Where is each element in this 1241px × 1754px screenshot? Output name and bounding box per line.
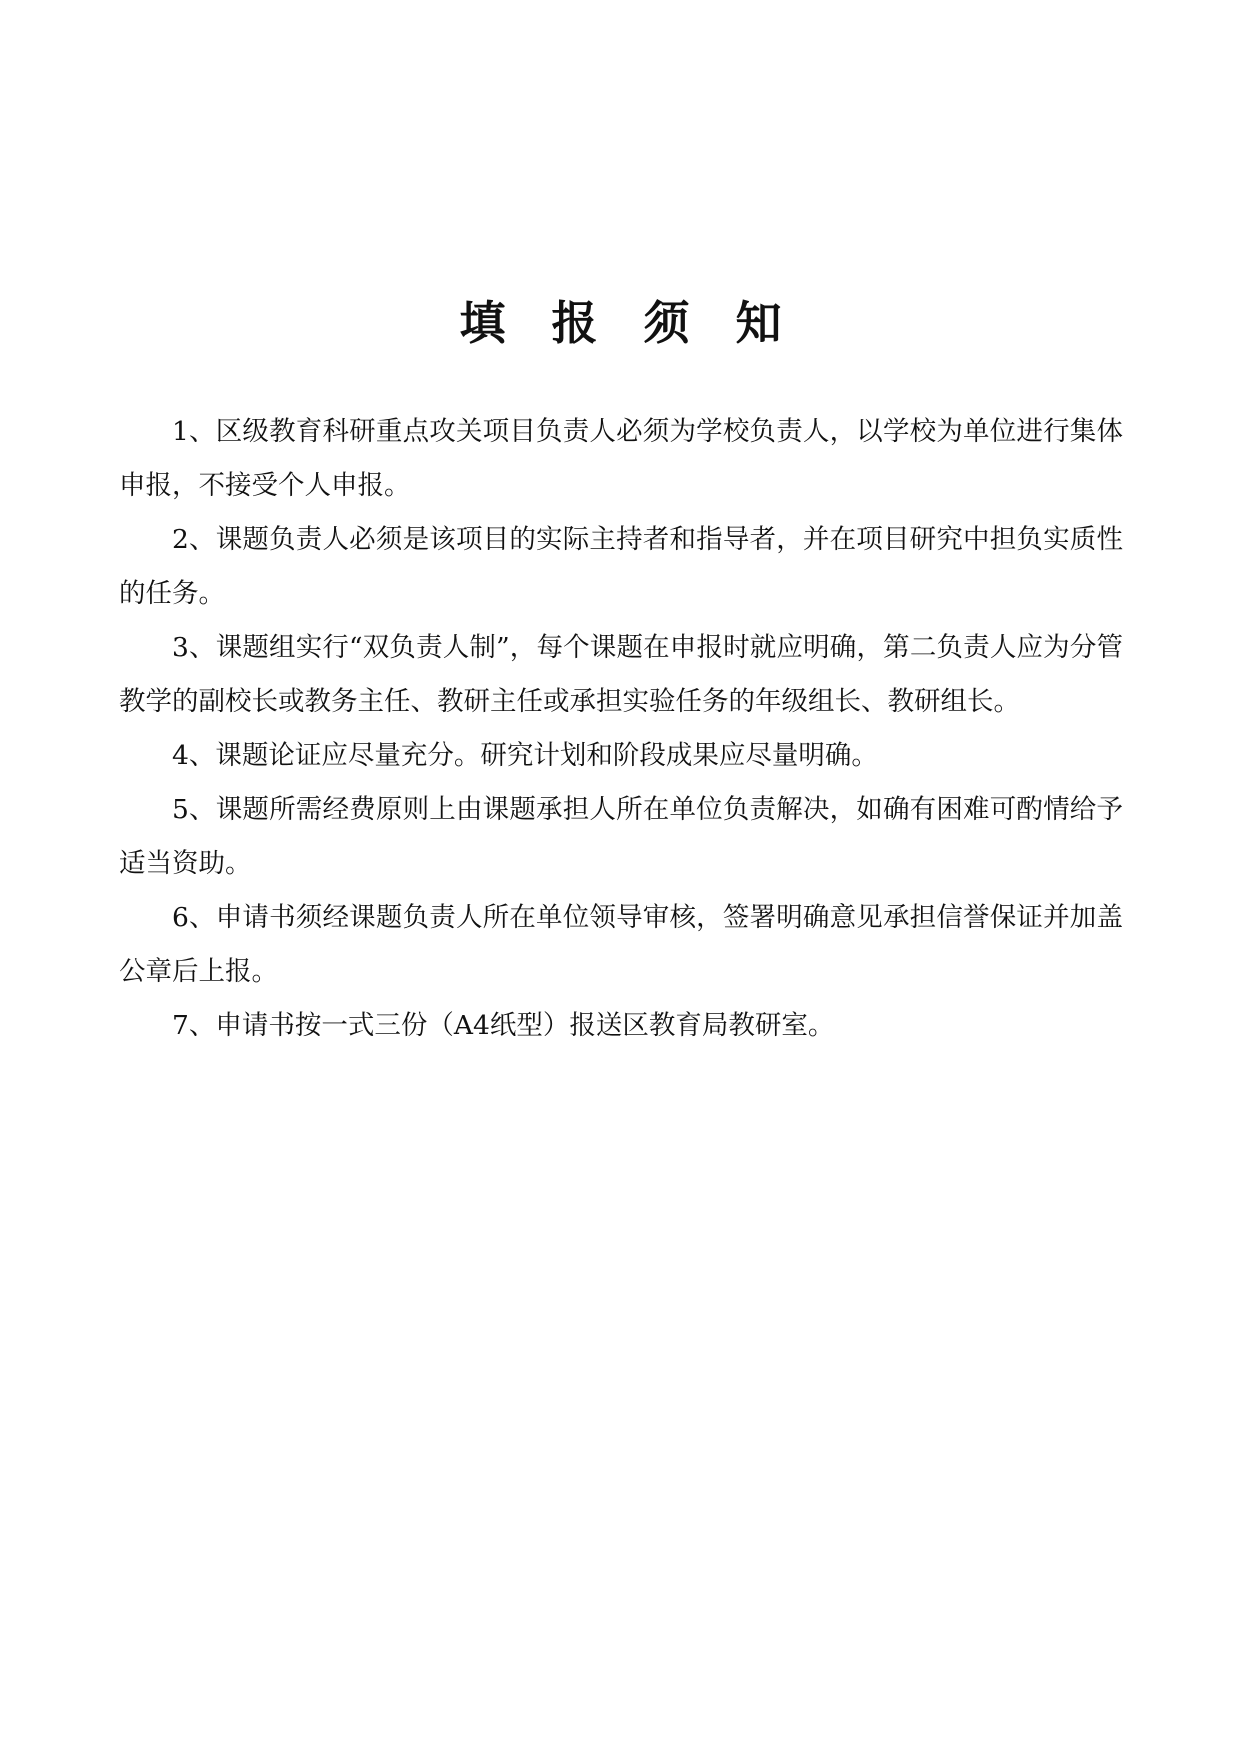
note-item-2: 2、课题负责人必须是该项目的实际主持者和指导者，并在项目研究中担负实质性的任务。	[119, 524, 1123, 609]
note-item-7: 7、申请书按一式三份（A4纸型）报送区教育局教研室。	[172, 1010, 835, 1041]
note-item-5: 5、课题所需经费原则上由课题承担人所在单位负责解决，如确有困难可酌情给予适当资助。	[119, 794, 1123, 879]
page-title: 填报须知	[459, 295, 828, 350]
note-item-3: 3、课题组实行“双负责人制”，每个课题在申报时就应明确，第二负责人应为分管教学的副校长或教务主任、教研主任或承担实验任务的年级组长、教研组长。	[119, 632, 1123, 717]
note-item-4: 4、课题论证应尽量充分。研究计划和阶段成果应尽量明确。	[172, 740, 878, 771]
note-item-6: 6、申请书须经课题负责人所在单位领导审核，签署明确意见承担信誉保证并加盖公章后上报。	[119, 902, 1123, 987]
note-item-1: 1、区级教育科研重点攻关项目负责人必须为学校负责人，以学校为单位进行集体申报，不接受个人申报。	[119, 416, 1123, 501]
notes-list	[119, 405, 1123, 1053]
